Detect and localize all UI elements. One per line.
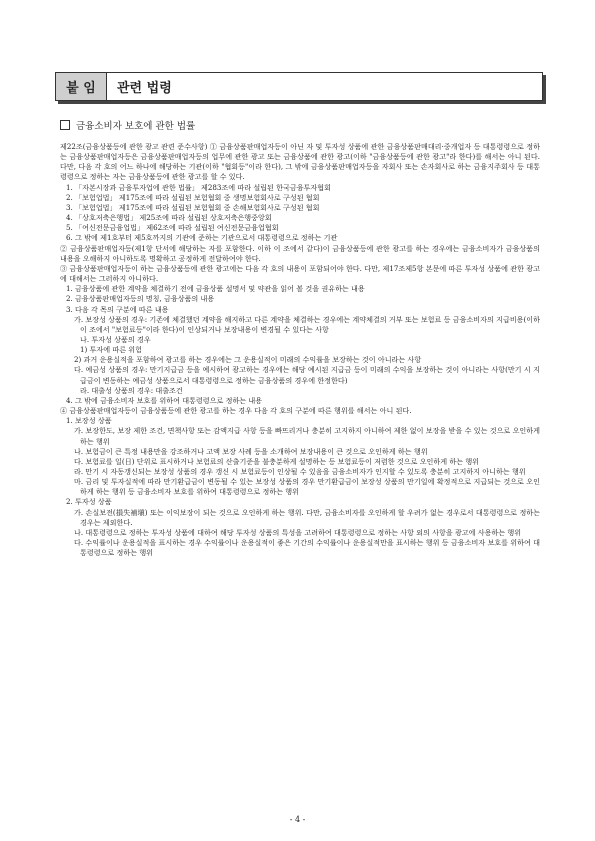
section-heading xyxy=(60,118,195,132)
law-paragraph: 2. 투자성 상품 xyxy=(66,497,112,507)
section-title: 금융소비자 보호에 관한 법률 xyxy=(76,121,196,132)
law-paragraph: 라. 만기 시 자동갱신되는 보장성 상품의 경우 갱신 시 보험료등이 인상될 수 있음을 금융소비자가 인지할 수 있도록 충분히 고지하지 아니하는 행위 xyxy=(74,467,526,476)
appendix-header xyxy=(55,72,543,101)
law-text xyxy=(60,142,540,558)
law-paragraph: 1. 「자본시장과 금융투자업에 관한 법률」 제283조에 따라 설립된 한국금융투자협회 xyxy=(66,182,331,192)
law-paragraph: ③ 금융상품판매업자등이 하는 금융상품등에 관한 광고에는 다음 각 호의 내용이 포함되어야 한다. 다만, 제17조제5항 본문에 따른 투자성 상품에 관한 광고에 대해서는 그러하지 아니하다. xyxy=(60,263,540,284)
law-paragraph: 3. 다음 각 목의 구분에 따른 내용 xyxy=(66,304,169,314)
law-paragraph: 다. 수익률이나 운용실적을 표시하는 경우 수익률이나 운용실적이 좋은 기간의 수익률이나 운용실적만을 표시하는 행위 등 금융소비자 보호를 위하여 대통령령으로 정하는 행위 xyxy=(74,538,540,558)
law-paragraph: 가. 보장성 상품의 경우: 기존에 체결했던 계약을 해지하고 다른 계약을 체결하는 경우에는 계약체결의 거부 또는 보험료 등 금융소비자의 지급비용(이하 이 조에서 "보험료등"이라 한다)이 인상되거나 보장내용이 변경될 수 있다는 사항 xyxy=(74,314,541,334)
appendix-title: 관련 법령 xyxy=(117,81,172,96)
law-paragraph: 나. 보험금이 큰 특정 내용만을 강조하거나 고액 보장 사례 등을 소개하여 보장내용이 큰 것으로 오인하게 하는 행위 xyxy=(74,446,428,456)
law-paragraph: 다. 예금성 상품의 경우: 만기지급금 등을 예시하여 광고하는 경우에는 해당 예시된 지급금 등이 미래의 수익을 보장하는 것이 아니라는 사항(만기 시 지급금이 변동하는 예금성 상품으로서 대통령령으로 정하는 금융상품의 경우에 한정한다) xyxy=(74,365,540,385)
law-paragraph: 3. 「보험업법」 제175조에 따라 설립된 보험협회 중 손해보험회사로 구성된 협회 xyxy=(66,202,320,212)
law-paragraph: 가. 손실보전(損失補塡) 또는 이익보장이 되는 것으로 오인하게 하는 행위. 다만, 금융소비자를 오인하게 할 우려가 없는 경우로서 대통령령으로 정하는 경우는 제외한다. xyxy=(74,507,540,527)
checkbox-square-icon xyxy=(60,120,70,130)
law-paragraph: 2. 금융상품판매업자등의 명칭, 금융상품의 내용 xyxy=(66,294,215,304)
law-paragraph: ④ 금융상품판매업자등이 금융상품등에 관한 광고를 하는 경우 다음 각 호의 구분에 따른 행위를 해서는 아니 된다. xyxy=(60,406,412,416)
law-paragraph: 다. 보험료를 일(日) 단위로 표시하거나 보험료의 산출기준을 불충분하게 설명하는 등 보험료등이 저렴한 것으로 오인하게 하는 행위 xyxy=(74,456,480,466)
law-paragraph: 2) 과거 운용실적을 포함하여 광고를 하는 경우에는 그 운용실적이 미래의 수익률을 보장하는 것이 아니라는 사항 xyxy=(74,355,422,365)
law-paragraph: 가. 보장한도, 보장 제한 조건, 면책사항 또는 감액지급 사항 등을 빠뜨리거나 충분히 고지하지 아니하여 제한 없이 보장을 받을 수 있는 것으로 오인하게 하는 행위 xyxy=(74,426,540,446)
law-paragraph: 2. 「보험업법」 제175조에 따라 설립된 보험협회 중 생명보험회사로 구성된 협회 xyxy=(66,192,320,202)
law-paragraph: 제22조(금융상품등에 관한 광고 관련 준수사항) ① 금융상품판매업자등이 아닌 자 및 투자성 상품에 관한 금융상품판매대리·중개업자 등 대통령령으로 정하는 금융상품판매업자등은 금융상품판매업자등의 업무에 관한 광고 또는 금융상품에 관한 광고(이하 "금융상품등에 관한 광고"라 한다)를 해서는 아니 된다. 다만, 다음 각 호의 어느 하나에 해당하는 기관(이하 "협회등"이라 한다), 그 밖에 금융상품판매업자등을 자회사 또는 손자회사로 하는 금융지주회사 등 대통령령으로 정하는 자는 금융상품등에 관한 광고를 할 수 있다. xyxy=(60,142,540,182)
appendix-tag: 붙 임 xyxy=(56,73,107,100)
law-paragraph: 6. 그 밖에 제1호부터 제5호까지의 기관에 준하는 기관으로서 대통령령으로 정하는 기관 xyxy=(66,233,338,243)
law-paragraph: 나. 대통령령으로 정하는 투자성 상품에 대하여 해당 투자성 상품의 특성을 고려하여 대통령령으로 정하는 사항 외의 사항을 광고에 사용하는 행위 xyxy=(74,527,522,537)
law-paragraph: 1. 보장성 상품 xyxy=(66,416,112,426)
law-paragraph: ② 금융상품판매업자등(제1항 단서에 해당하는 자를 포함한다. 이하 이 조에서 같다)이 금융상품등에 관한 광고를 하는 경우에는 금융소비자가 금융상품의 내용을 오해하지 아니하도록 명확하고 공정하게 전달하여야 한다. xyxy=(60,243,540,263)
law-paragraph: 라. 대출성 상품의 경우: 대출조건 xyxy=(80,385,183,395)
law-paragraph: 마. 금리 및 투자실적에 따라 만기환급금이 변동될 수 있는 보장성 상품의 경우 만기환급금이 보장성 상품의 만기일에 확정적으로 지급되는 것으로 오인하게 하는 행위 등 금융소비자 보호를 위하여 대통령령으로 정하는 행위 xyxy=(74,477,540,497)
law-paragraph: 1) 투자에 따른 위험 xyxy=(80,345,143,355)
law-paragraph: 5. 「여신전문금융업법」 제62조에 따라 설립된 여신전문금융업협회 xyxy=(66,223,279,233)
page-number: - 4 - xyxy=(289,815,306,824)
law-paragraph: 1. 금융상품에 관한 계약을 체결하기 전에 금융상품 설명서 및 약관을 읽어 볼 것을 권유하는 내용 xyxy=(66,284,365,294)
law-paragraph: 나. 투자성 상품의 경우 xyxy=(80,334,151,344)
law-paragraph: 4. 그 밖에 금융소비자 보호를 위하여 대통령령으로 정하는 내용 xyxy=(66,395,263,405)
law-paragraph: 4. 「상호저축은행법」 제25조에 따라 설립된 상호저축은행중앙회 xyxy=(66,213,272,223)
